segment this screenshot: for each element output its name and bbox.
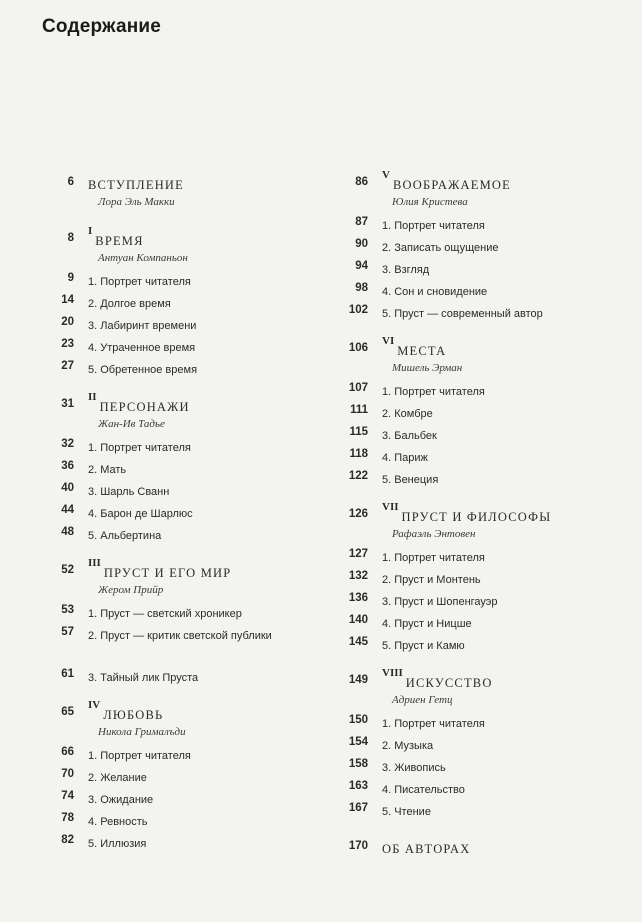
- entry-title: 4. Ревность: [88, 816, 148, 828]
- toc-entry[interactable]: [332, 260, 622, 282]
- section-name: МЕСТА: [397, 344, 447, 358]
- entry-page-number: 53: [61, 604, 74, 616]
- section-heading: [38, 391, 306, 438]
- section-heading: [38, 557, 306, 604]
- section-roman-numeral: VII: [382, 501, 399, 513]
- toc-entry[interactable]: [332, 636, 622, 658]
- section-page-number: 65: [61, 706, 74, 718]
- entry-title: 3. Бальбек: [382, 430, 437, 442]
- entry-page-number: 167: [348, 802, 368, 814]
- section-gap: [38, 216, 306, 232]
- section-page-number: 31: [61, 398, 74, 410]
- section-gap: [332, 326, 622, 342]
- toc-entry[interactable]: [332, 780, 622, 802]
- entry-page-number: 32: [61, 438, 74, 450]
- section-roman-numeral: II: [88, 391, 97, 403]
- entry-page-number: 70: [61, 768, 74, 780]
- section-roman-numeral: I: [88, 225, 93, 237]
- toc-entry[interactable]: [38, 482, 306, 504]
- entry-title: 5. Иллюзия: [88, 838, 147, 850]
- entry-title: 4. Утраченное время: [88, 342, 196, 354]
- entry-title: 2. Желание: [88, 772, 147, 784]
- toc-entry[interactable]: [332, 758, 622, 780]
- toc-entry[interactable]: [332, 238, 622, 260]
- entry-page-number: 9: [67, 272, 74, 284]
- entry-page-number: 127: [348, 548, 368, 560]
- toc-entry[interactable]: [38, 460, 306, 482]
- entry-page-number: 111: [350, 404, 368, 416]
- section-page-number: 6: [67, 176, 74, 188]
- entry-title: 5. Пруст — современный автор: [382, 308, 543, 320]
- section-roman-numeral: VIII: [382, 667, 403, 679]
- entry-page-number: 118: [349, 448, 368, 460]
- toc-entry[interactable]: [332, 426, 622, 448]
- toc-section: [38, 557, 306, 690]
- toc-entry[interactable]: [38, 526, 306, 548]
- entry-title: 3. Тайный лик Пруста: [88, 672, 199, 684]
- entry-page-number: 66: [61, 746, 74, 758]
- section-title-block: [382, 840, 470, 858]
- entry-title: 1. Пруст — светский хроникер: [88, 608, 242, 620]
- section-gap: [332, 824, 622, 840]
- entry-title: 5. Обретенное время: [88, 364, 198, 376]
- section-heading: [332, 335, 622, 382]
- entry-page-number: 107: [348, 382, 368, 394]
- entry-page-number: 102: [348, 304, 368, 316]
- toc-section: [332, 169, 622, 326]
- section-items: [332, 382, 622, 492]
- entry-title: 4. Пруст и Ницше: [382, 618, 472, 630]
- section-title-block: [88, 176, 184, 208]
- section-name: ВРЕМЯ: [95, 234, 144, 248]
- toc-entry[interactable]: [332, 282, 622, 304]
- entry-page-number: 57: [61, 626, 74, 638]
- section-title-block: [382, 501, 552, 540]
- entry-page-number: 90: [355, 238, 368, 250]
- toc-entry[interactable]: [332, 570, 622, 592]
- entry-page-number: 94: [355, 260, 368, 272]
- section-name: ОБ АВТОРАХ: [382, 842, 471, 856]
- section-items: [332, 714, 622, 824]
- entry-page-number: 87: [355, 216, 368, 228]
- toc-entry[interactable]: [38, 316, 306, 338]
- toc-entry[interactable]: [38, 768, 306, 790]
- entry-title: 1. Портрет читателя: [382, 552, 485, 564]
- section-name: ВСТУПЛЕНИЕ: [88, 178, 184, 192]
- section-page-number: 126: [348, 508, 368, 520]
- toc-entry[interactable]: [38, 272, 306, 294]
- toc-entry[interactable]: [332, 470, 622, 492]
- entry-title: 5. Альбертина: [88, 530, 162, 542]
- toc-section: [332, 501, 622, 658]
- toc-entry[interactable]: [332, 614, 622, 636]
- entry-title: 5. Венеция: [382, 474, 439, 486]
- toc-entry[interactable]: [38, 604, 306, 626]
- toc-section: [38, 391, 306, 548]
- toc-section: [332, 335, 622, 492]
- entry-title: 4. Писательство: [382, 784, 465, 796]
- entry-page-number: 36: [61, 460, 74, 472]
- entry-page-number: 150: [348, 714, 368, 726]
- toc-right-column: [332, 169, 622, 862]
- entry-page-number: 158: [348, 758, 368, 770]
- toc-entry[interactable]: [332, 548, 622, 570]
- toc-entry[interactable]: [38, 338, 306, 360]
- section-author: Лора Эль Макки: [98, 196, 175, 208]
- section-items: [38, 604, 306, 690]
- entry-page-number: 27: [61, 360, 74, 372]
- entry-title: 3. Ожидание: [88, 794, 154, 806]
- entry-page-number: 154: [348, 736, 368, 748]
- section-gap: [38, 382, 306, 398]
- section-gap: [38, 690, 306, 706]
- section-heading: [332, 667, 622, 714]
- section-heading: [38, 699, 306, 746]
- entry-title: 3. Пруст и Шопенгауэр: [382, 596, 498, 608]
- section-author: Рафаэль Энтовен: [392, 528, 476, 540]
- section-title-block: [382, 169, 511, 208]
- section-heading: [332, 840, 622, 862]
- toc-entry[interactable]: [332, 304, 622, 326]
- section-author: Мишель Эрман: [392, 362, 463, 374]
- toc-entry[interactable]: [332, 714, 622, 736]
- entry-page-number: 163: [348, 780, 368, 792]
- toc-entry[interactable]: [332, 448, 622, 470]
- section-name: ЛЮБОВЬ: [103, 708, 164, 722]
- entry-page-number: 145: [348, 636, 368, 648]
- section-items: [332, 548, 622, 658]
- entry-title: 2. Пруст — критик светской публики: [88, 630, 272, 642]
- entry-title: 1. Портрет читателя: [88, 442, 191, 454]
- toc-entry[interactable]: [38, 668, 306, 690]
- section-author: Юлия Кристева: [392, 196, 468, 208]
- section-page-number: 86: [355, 176, 368, 188]
- section-heading: [332, 501, 622, 548]
- entry-page-number: 115: [349, 426, 368, 438]
- section-title-block: [88, 699, 186, 738]
- entry-page-number: 48: [61, 526, 74, 538]
- entry-page-number: 23: [61, 338, 74, 350]
- toc-entry[interactable]: [332, 802, 622, 824]
- section-roman-numeral: V: [382, 169, 390, 181]
- section-author: Антуан Компаньон: [98, 252, 188, 264]
- toc-entry[interactable]: [332, 736, 622, 758]
- section-author: Жером Прийр: [98, 584, 164, 596]
- entry-title: 3. Взгляд: [382, 264, 430, 276]
- entry-page-number: 20: [61, 316, 74, 328]
- entry-page-number: 74: [61, 790, 74, 802]
- toc-entry[interactable]: [38, 438, 306, 460]
- toc-entry[interactable]: [38, 360, 306, 382]
- toc-entry[interactable]: [38, 746, 306, 768]
- entry-page-number: 78: [61, 812, 74, 824]
- toc-section: [38, 225, 306, 382]
- toc-entry[interactable]: [38, 812, 306, 834]
- section-heading: [38, 176, 306, 216]
- section-name: ПРУСТ И ФИЛОСОФЫ: [401, 510, 552, 524]
- section-items: [38, 746, 306, 856]
- section-gap: [38, 548, 306, 564]
- toc-entry[interactable]: [332, 404, 622, 426]
- entry-page-number: 140: [348, 614, 368, 626]
- entry-title: 5. Пруст и Камю: [382, 640, 465, 652]
- toc-entry[interactable]: [38, 790, 306, 812]
- entry-title: 2. Пруст и Монтень: [382, 574, 481, 586]
- section-author: Жан-Ив Тадье: [98, 418, 165, 430]
- entry-title: 2. Мать: [88, 464, 127, 476]
- entry-title: 3. Живопись: [382, 762, 446, 774]
- entry-title: 1. Портрет читателя: [382, 220, 485, 232]
- entry-page-number: 61: [61, 668, 74, 680]
- section-heading: [38, 225, 306, 272]
- section-page-number: 170: [348, 840, 368, 852]
- toc-left-column: [38, 176, 306, 856]
- section-roman-numeral: IV: [88, 699, 101, 711]
- toc-section: [332, 667, 622, 824]
- section-title-block: [88, 391, 190, 430]
- toc-section: [332, 840, 622, 862]
- section-roman-numeral: VI: [382, 335, 395, 347]
- section-items: [332, 216, 622, 326]
- toc-entry[interactable]: [332, 592, 622, 614]
- section-author: Никола Грималъди: [98, 726, 186, 738]
- section-page-number: 52: [61, 564, 74, 576]
- section-items: [38, 438, 306, 548]
- entry-title: 3. Лабиринт времени: [88, 320, 197, 332]
- entry-title: 5. Чтение: [382, 806, 431, 818]
- toc-entry[interactable]: [332, 216, 622, 238]
- section-title-block: [88, 557, 232, 596]
- entry-title: 3. Шарль Сванн: [88, 486, 170, 498]
- entry-page-number: 40: [61, 482, 74, 494]
- section-page-number: 8: [67, 232, 74, 244]
- entry-page-number: 136: [348, 592, 368, 604]
- toc-entry[interactable]: [38, 834, 306, 856]
- entry-title: 2. Долгое время: [88, 298, 171, 310]
- entry-page-number: 82: [61, 834, 74, 846]
- entry-page-number: 98: [355, 282, 368, 294]
- entry-title: 2. Записать ощущение: [382, 242, 499, 254]
- section-gap: [332, 492, 622, 508]
- section-title-block: [88, 225, 188, 264]
- toc-entry[interactable]: [332, 382, 622, 404]
- entry-page-number: 44: [61, 504, 74, 516]
- section-page-number: 149: [348, 674, 368, 686]
- toc-entry[interactable]: [38, 626, 306, 668]
- entry-page-number: 14: [61, 294, 74, 306]
- section-author: Адриен Гетц: [392, 694, 453, 706]
- toc-section: [38, 176, 306, 216]
- section-name: ИСКУССТВО: [405, 676, 493, 690]
- entry-title: 1. Портрет читателя: [382, 718, 485, 730]
- section-title-block: [382, 335, 463, 374]
- entry-page-number: 132: [348, 570, 368, 582]
- section-items: [38, 272, 306, 382]
- section-name: ПРУСТ И ЕГО МИР: [103, 566, 232, 580]
- entry-title: 1. Портрет читателя: [88, 750, 191, 762]
- entry-title: 2. Комбре: [382, 408, 433, 420]
- toc-section: [38, 699, 306, 856]
- toc-entry[interactable]: [38, 294, 306, 316]
- entry-title: 1. Портрет читателя: [382, 386, 485, 398]
- entry-title: 1. Портрет читателя: [88, 276, 191, 288]
- section-title-block: [382, 667, 493, 706]
- entry-title: 2. Музыка: [382, 740, 434, 752]
- entry-title: 4. Барон де Шарлюс: [88, 508, 193, 520]
- section-page-number: 106: [348, 342, 368, 354]
- section-heading: [332, 169, 622, 216]
- toc-entry[interactable]: [38, 504, 306, 526]
- entry-page-number: 122: [348, 470, 368, 482]
- entry-title: 4. Париж: [382, 452, 428, 464]
- section-gap: [332, 658, 622, 674]
- section-roman-numeral: III: [88, 557, 101, 569]
- page-title: Содержание: [42, 16, 162, 37]
- section-name: ПЕРСОНАЖИ: [99, 400, 190, 414]
- entry-title: 4. Сон и сновидение: [382, 286, 488, 298]
- section-name: ВООБРАЖАЕМОЕ: [392, 178, 511, 192]
